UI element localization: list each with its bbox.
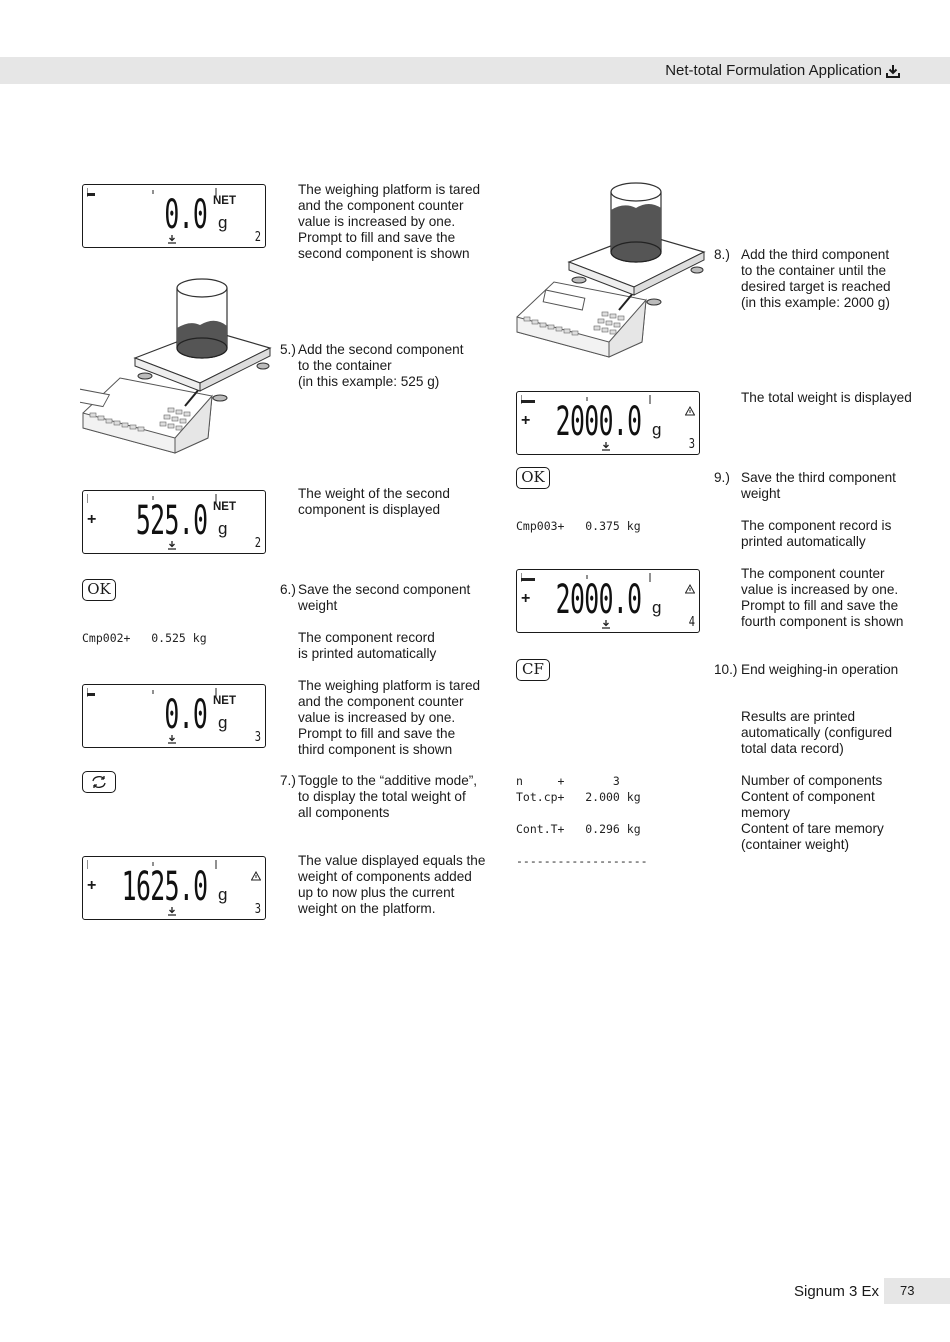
step-10-text: End weighing-in operation: [741, 662, 899, 677]
step-8-text: Add the third component to the container until the desired target is reached (in this example: 2000 g): [741, 247, 891, 310]
scale-illustration: [514, 182, 709, 362]
scale-illustration: [80, 278, 275, 458]
component-counter: 2: [254, 536, 262, 551]
stability-icon: [601, 441, 611, 451]
unit-label: g: [218, 213, 228, 232]
printout-legend: Number of components Content of component memory Content of tare memory (container weight): [741, 773, 884, 852]
balance-display: [82, 490, 266, 554]
stability-icon: [167, 540, 177, 550]
step-7-text: Toggle to the “additive mode”, to display the total weight of all components: [298, 773, 478, 820]
stability-icon: [167, 734, 177, 744]
printout-block: n + 3 Tot.cp+ 2.000 kg Cont.T+ 0.296 kg -------------------: [516, 774, 648, 868]
balance-display: [82, 684, 266, 748]
component-counter: 4: [688, 615, 696, 630]
net-indicator: NET: [213, 695, 236, 707]
step-number: 8.): [714, 247, 730, 262]
warning-icon: [685, 406, 695, 416]
net-indicator: NET: [213, 501, 236, 513]
toggle-icon: [90, 775, 108, 789]
step-5-text: Add the second component to the container (in this example: 525 g): [298, 342, 464, 389]
ok-key[interactable]: OK: [516, 467, 550, 489]
balance-display: [516, 391, 700, 455]
warning-icon: [685, 584, 695, 594]
page-title: Net-total Formulation Application: [665, 62, 882, 79]
balance-display: [82, 184, 266, 248]
printout-line: Cmp002+ 0.525 kg: [82, 631, 207, 645]
plus-sign: +: [521, 590, 531, 607]
weight-value: 2000.0: [555, 577, 641, 623]
stability-icon: [167, 234, 177, 244]
header: [665, 62, 900, 79]
page-number: 73: [884, 1278, 950, 1304]
description-additive-value: The value displayed equals the weight of components added up to now plus the current weight on the platform.: [298, 853, 486, 916]
download-icon: [886, 64, 900, 78]
weight-value: 0.0: [164, 192, 207, 238]
unit-label: g: [218, 519, 228, 538]
net-indicator: NET: [213, 195, 236, 207]
step-number: 9.): [714, 470, 730, 485]
description-tared-second: The weighing platform is tared and the component counter value is increased by one. Prompt to fill and save the second component is shown: [298, 182, 481, 261]
component-counter: 2: [254, 230, 262, 245]
component-counter: 3: [254, 902, 262, 917]
stability-icon: [167, 906, 177, 916]
description-counter-fourth: The component counter value is increased by one. Prompt to fill and save the fourth component is shown: [741, 566, 904, 629]
cf-key[interactable]: CF: [516, 659, 550, 681]
toggle-key[interactable]: [82, 771, 116, 793]
unit-label: g: [218, 885, 228, 904]
printout-line: Cmp003+ 0.375 kg: [516, 519, 641, 533]
step-number: 6.): [280, 582, 296, 597]
plus-sign: [87, 705, 91, 723]
component-counter: 3: [688, 437, 696, 452]
plus-sign: [87, 205, 91, 223]
description-total-weight: The total weight is displayed: [741, 390, 912, 405]
description-tared-third: The weighing platform is tared and the component counter value is increased by one. Prompt to fill and save the third component is shown: [298, 678, 481, 757]
balance-display: [82, 856, 266, 920]
step-9-text: Save the third component weight: [741, 470, 896, 501]
footer-product: Signum 3 Ex: [794, 1283, 880, 1300]
component-counter: 3: [254, 730, 262, 745]
weight-value: 0.0: [164, 692, 207, 738]
step-number: 10.): [714, 662, 738, 677]
step-6-text: Save the second component weight: [298, 582, 471, 613]
ok-key[interactable]: OK: [82, 579, 116, 601]
weight-value: 2000.0: [555, 399, 641, 445]
plus-sign: +: [87, 511, 97, 528]
plus-sign: +: [87, 877, 97, 894]
weight-value: 1625.0: [121, 864, 207, 910]
description-record-printed: The component record is printed automatically: [741, 518, 892, 549]
step-number: 5.): [280, 342, 296, 357]
unit-label: g: [652, 598, 662, 617]
description-record-printed: The component record is printed automatically: [298, 630, 437, 661]
warning-icon: [251, 871, 261, 881]
stability-icon: [601, 619, 611, 629]
unit-label: g: [218, 713, 228, 732]
unit-label: g: [652, 420, 662, 439]
plus-sign: +: [521, 412, 531, 429]
description-second-weight: The weight of the second component is displayed: [298, 486, 450, 517]
description-results-printed: Results are printed automatically (configured total data record): [741, 709, 893, 756]
step-number: 7.): [280, 773, 296, 788]
weight-value: 525.0: [135, 498, 207, 544]
balance-display: [516, 569, 700, 633]
